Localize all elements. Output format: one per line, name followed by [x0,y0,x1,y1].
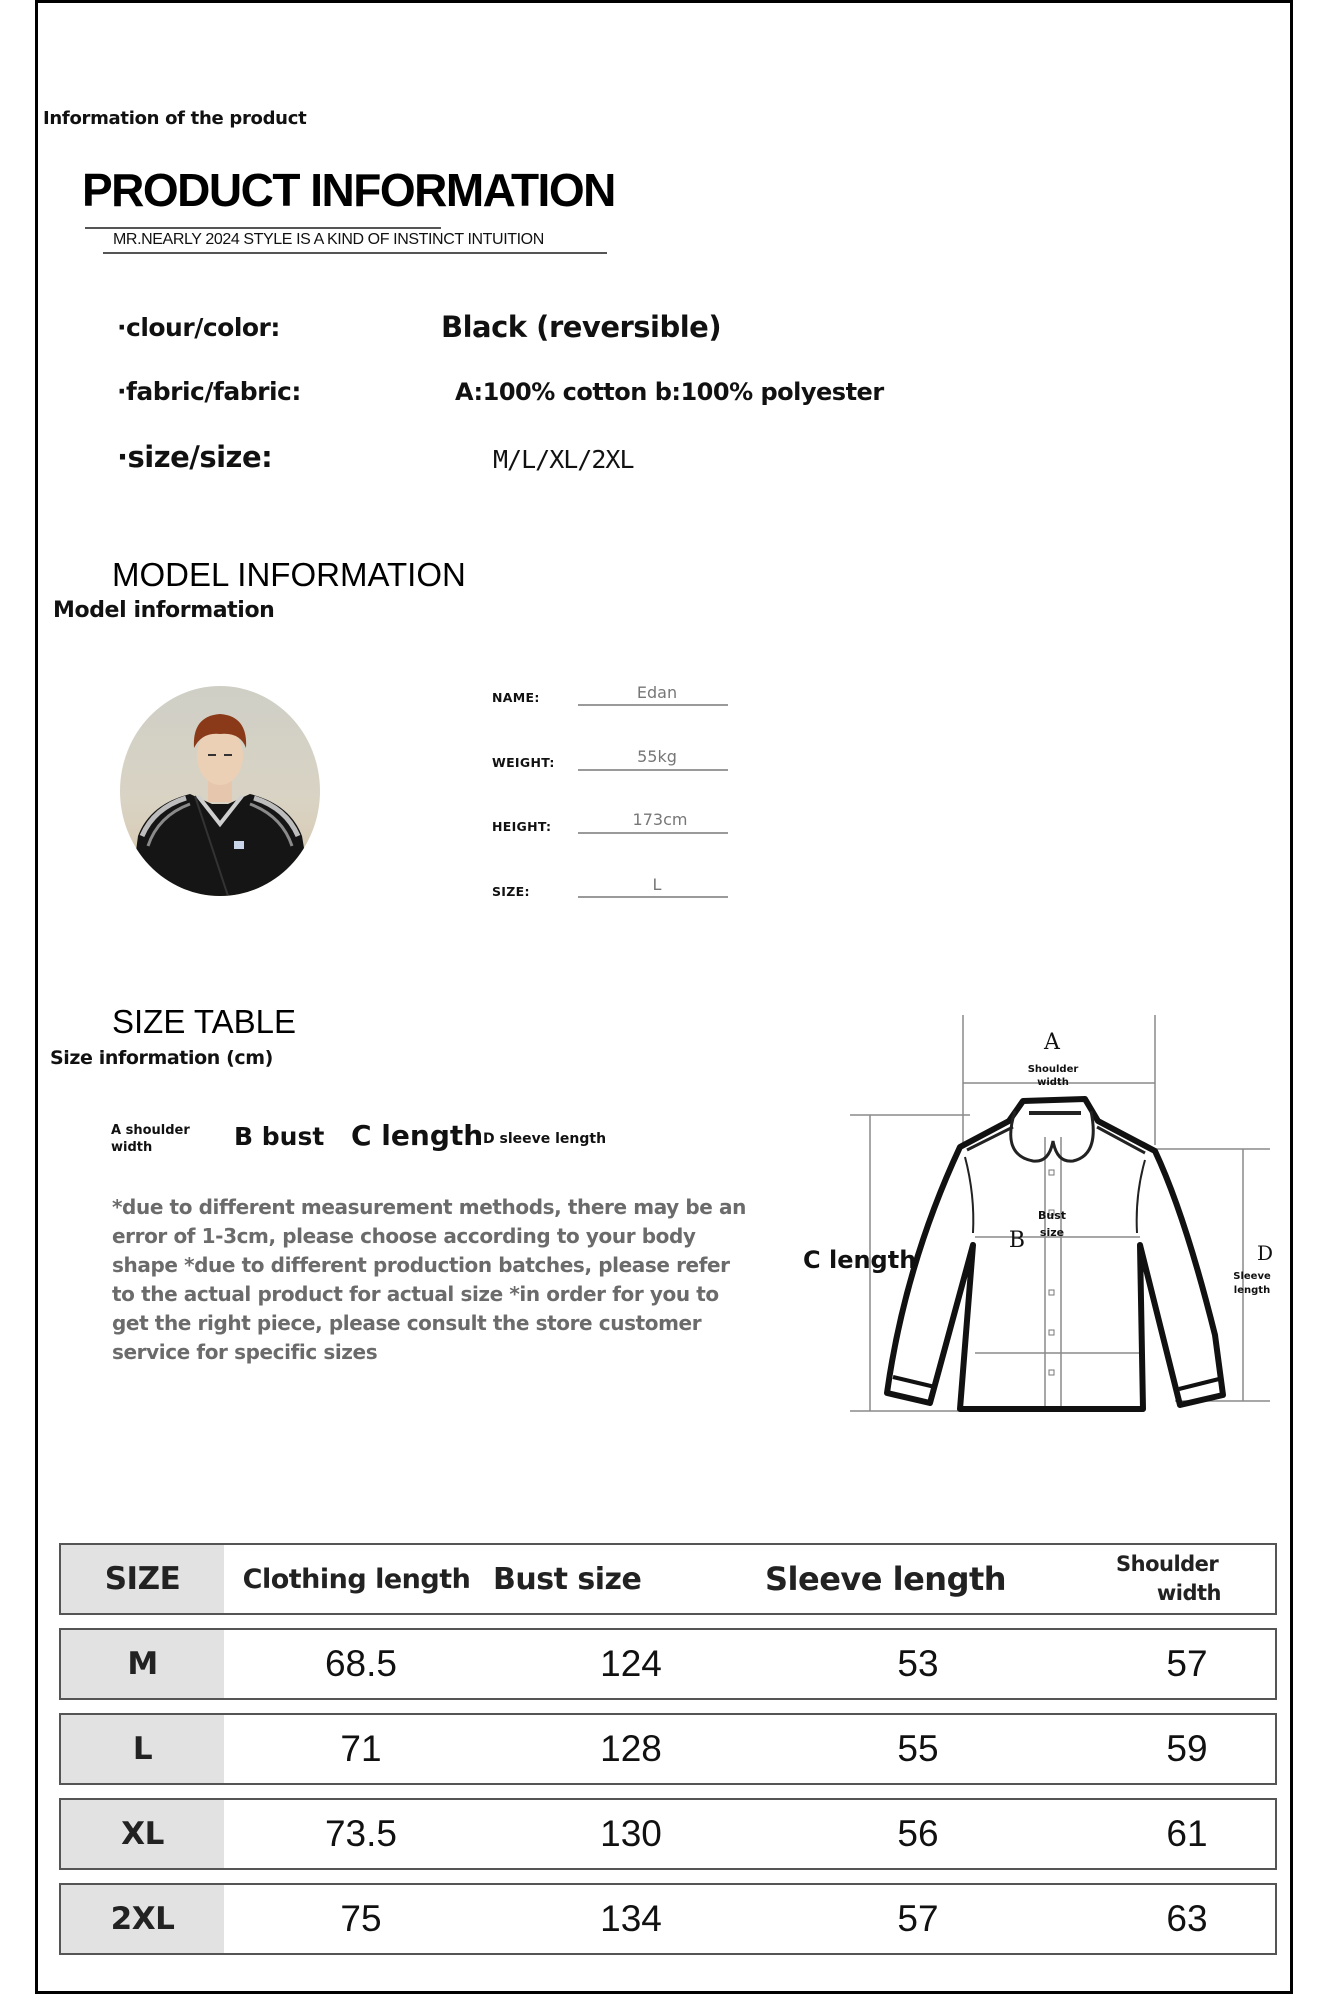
model-weight-underline [578,769,728,771]
small-title: Information of the product [43,108,307,129]
attr-label-fabric: ·fabric/fabric: [117,377,301,406]
legend-a-line1: A shoulder [111,1123,190,1138]
attr-value-size: M/L/XL/2XL [493,445,634,474]
cell-clothing-length: 75 [340,1898,382,1939]
diagram-letter-b: B [1008,1228,1026,1253]
header-shoulder-line2: width [1156,1581,1221,1605]
legend-a [111,1122,190,1156]
model-name-value: Edan [636,683,678,702]
attr-value-fabric: A:100% cotton b:100% polyester [455,378,884,406]
cell-sleeve: 53 [897,1643,939,1684]
model-section-subtitle: Model information [53,598,275,623]
model-photo-icon [120,686,320,896]
model-photo [120,686,320,896]
header-shoulder-line1: Shoulder [1116,1552,1219,1576]
cell-bust: 128 [600,1728,662,1769]
cell-clothing-length: 73.5 [324,1813,397,1854]
cell-shoulder: 59 [1166,1728,1208,1769]
diagram-label-c: C length [803,1246,917,1274]
model-weight-label: WEIGHT: [492,755,555,770]
model-size-value: L [652,875,662,894]
model-name-label: NAME: [492,690,540,705]
model-name-underline [578,704,728,706]
header-sleeve-length: Sleeve length [765,1560,1007,1598]
cell-bust: 130 [600,1813,662,1854]
header-clothing-length: Clothing length [242,1563,471,1595]
cell-size: M [61,1630,224,1698]
title-rule-bottom [103,252,607,254]
model-height-underline [578,832,728,834]
legend-a-line2: width [111,1140,153,1155]
size-disclaimer: *due to different measurement methods, there may be an error of 1-3cm, please choose according to your body shape *due to different production batches, please refer to the actual product for actual size *in order for you to get the right piece, please consult the store customer service for specific sizes [112,1195,746,1364]
cell-sleeve: 55 [897,1728,939,1769]
attr-label-size: ·size/size: [117,440,273,474]
cell-size: 2XL [61,1885,224,1953]
cell-shoulder: 63 [1166,1898,1208,1939]
attr-value-color: Black (reversible) [441,310,722,344]
cell-bust: 124 [600,1643,662,1684]
diagram-label-d-line1: Sleeve [1233,1271,1271,1282]
diagram-label-d-line2: length [1233,1285,1271,1296]
diagram-letter-d: D [1256,1241,1274,1265]
legend-d: D sleeve length [483,1131,607,1147]
garment-diagram [795,1015,1285,1435]
cell-clothing-length: 68.5 [324,1643,397,1684]
cell-size: L [61,1715,224,1783]
legend-b: B bust [234,1122,325,1151]
diagram-letter-a: A [1044,1030,1060,1055]
table-row [59,1798,1277,1870]
model-height-label: HEIGHT: [492,819,552,834]
diagram-label-b-line1: Bust [1037,1209,1067,1222]
diagram-label-a-line2: width [1037,1077,1069,1088]
cell-sleeve: 56 [897,1813,939,1854]
table-header-row [59,1543,1277,1615]
header-shoulder-width [1101,1545,1271,1613]
size-section-subtitle: Size information (cm) [50,1047,273,1069]
table-row [59,1628,1277,1700]
shirt-diagram-icon [795,1015,1285,1435]
cell-sleeve: 57 [897,1898,939,1939]
model-height-value: 173cm [632,810,688,829]
page-title: PRODUCT INFORMATION [82,164,615,216]
header-bust-size: Bust size [493,1561,642,1597]
diagram-label-b-line2: size [1039,1226,1065,1239]
model-size-label: SIZE: [492,884,530,899]
legend-c: C length [351,1119,484,1152]
model-size-underline [578,896,728,898]
diagram-label-a-line1: Shoulder [1027,1064,1079,1075]
model-weight-value: 55kg [637,747,677,766]
model-section-title: MODEL INFORMATION [112,556,466,593]
table-row [59,1883,1277,1955]
tagline: MR.NEARLY 2024 STYLE IS A KIND OF INSTINCT INTUITION [113,231,544,248]
table-row [59,1713,1277,1785]
title-rule-top [85,227,441,229]
cell-size: XL [61,1800,224,1868]
cell-shoulder: 57 [1166,1643,1208,1684]
attr-label-color: ·clour/color: [117,313,280,342]
cell-clothing-length: 71 [340,1728,382,1769]
header-size: SIZE [61,1545,224,1613]
size-section-title: SIZE TABLE [112,1003,297,1040]
cell-bust: 134 [600,1898,662,1939]
cell-shoulder: 61 [1166,1813,1208,1854]
